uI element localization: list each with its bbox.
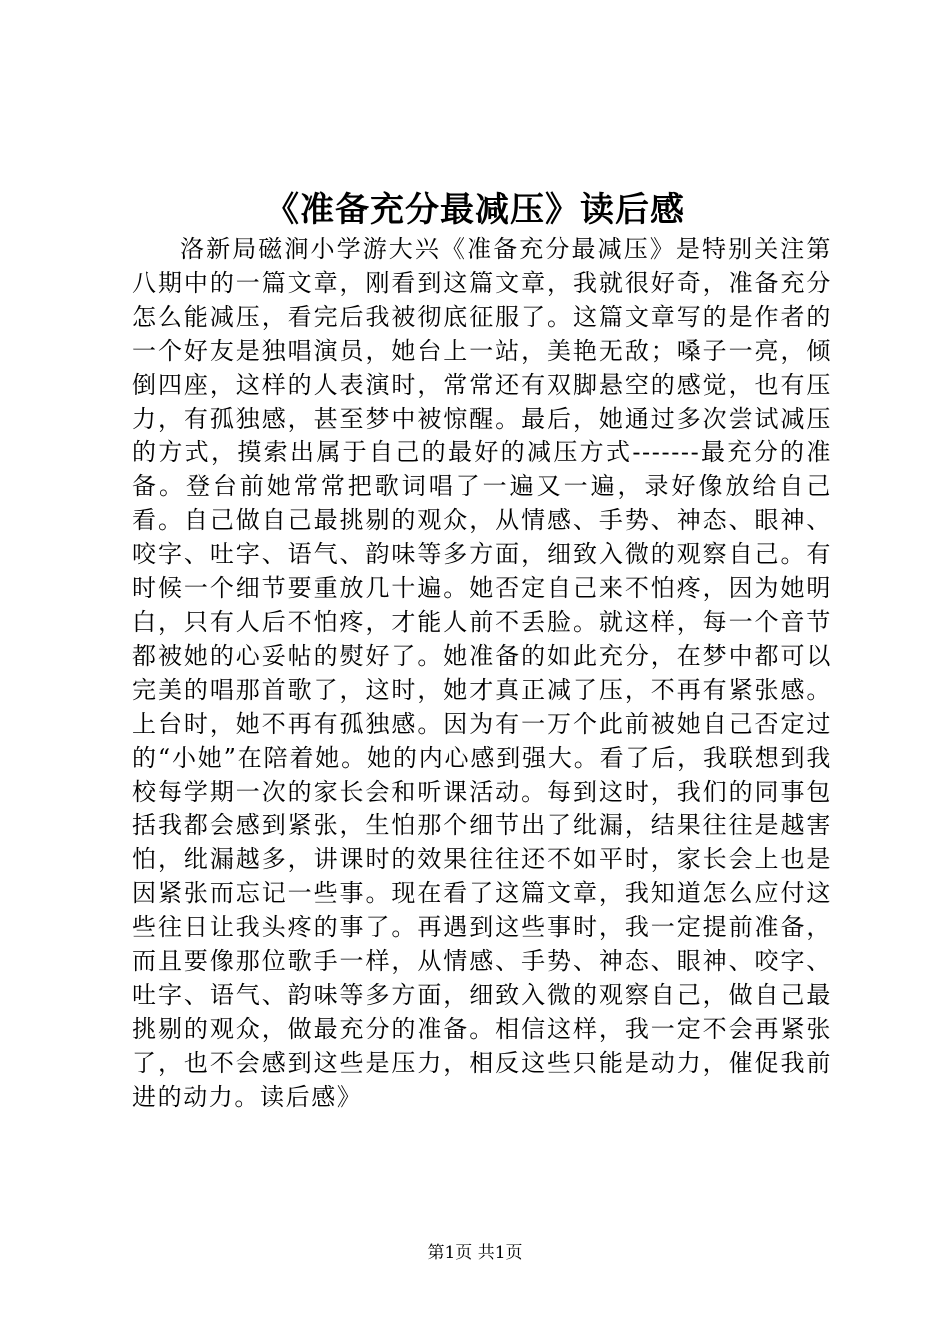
document-body-paragraph: 洛新局磁涧小学游大兴《准备充分最减压》是特别关注第八期中的一篇文章，刚看到这篇文章，我就很好奇，准备充分怎么能减压，看完后我被彻底征服了。这篇文章写的是作者的一个好友是独唱演员，她台上一站，美艳无敌；嗓子一亮，倾倒四座，这样的人表演时，常常还有双脚悬空的感觉，也有压力，有孤独感，甚至梦中被惊醒。最后，她通过多次尝试减压的方式，摸索出属于自己的最好的减压方式-------最充分的准备。登台前她常常把歌词唱了一遍又一遍，录好像放给自己看。自己做自己最挑剔的观众，从情感、手势、神态、眼神、咬字、吐字、语气、韵味等多方面，细致入微的观察自己。有时候一个细节要重放几十遍。她否定自己来不怕疼，因为她明白，只有人后不怕疼，才能人前不丢脸。就这样，每一个音节都被她的心妥帖的熨好了。她准备的如此充分，在梦中都可以完美的唱那首歌了，这时，她才真正减了压，不再有紧张感。上台时，她不再有孤独感。因为有一万个此前被她自己否定过的“小她”在陪着她。她的内心感到强大。看了后，我联想到我校每学期一次的家长会和听课活动。每到这时，我们的同事包括我都会感到紧张，生怕那个细节出了纰漏，结果往往是越害怕，纰漏越多，讲课时的效果往往还不如平时，家长会上也是因紧张而忘记一些事。现在看了这篇文章，我知道怎么应付这些往日让我头疼的事了。再遇到这些事时，我一定提前准备，而且要像那位歌手一样，从情感、手势、神态、眼神、咬字、吐字、语气、韵味等多方面，细致入微的观察自己，做自己最挑剔的观众，做最充分的准备。相信这样，我一定不会再紧张了，也不会感到这些是压力，相反这些只能是动力，催促我前进的动力。读后感》: [132, 235, 832, 1111]
document-title: 《准备充分最减压》读后感: [265, 190, 685, 230]
page-footer: 第1页 共1页: [427, 1243, 523, 1263]
